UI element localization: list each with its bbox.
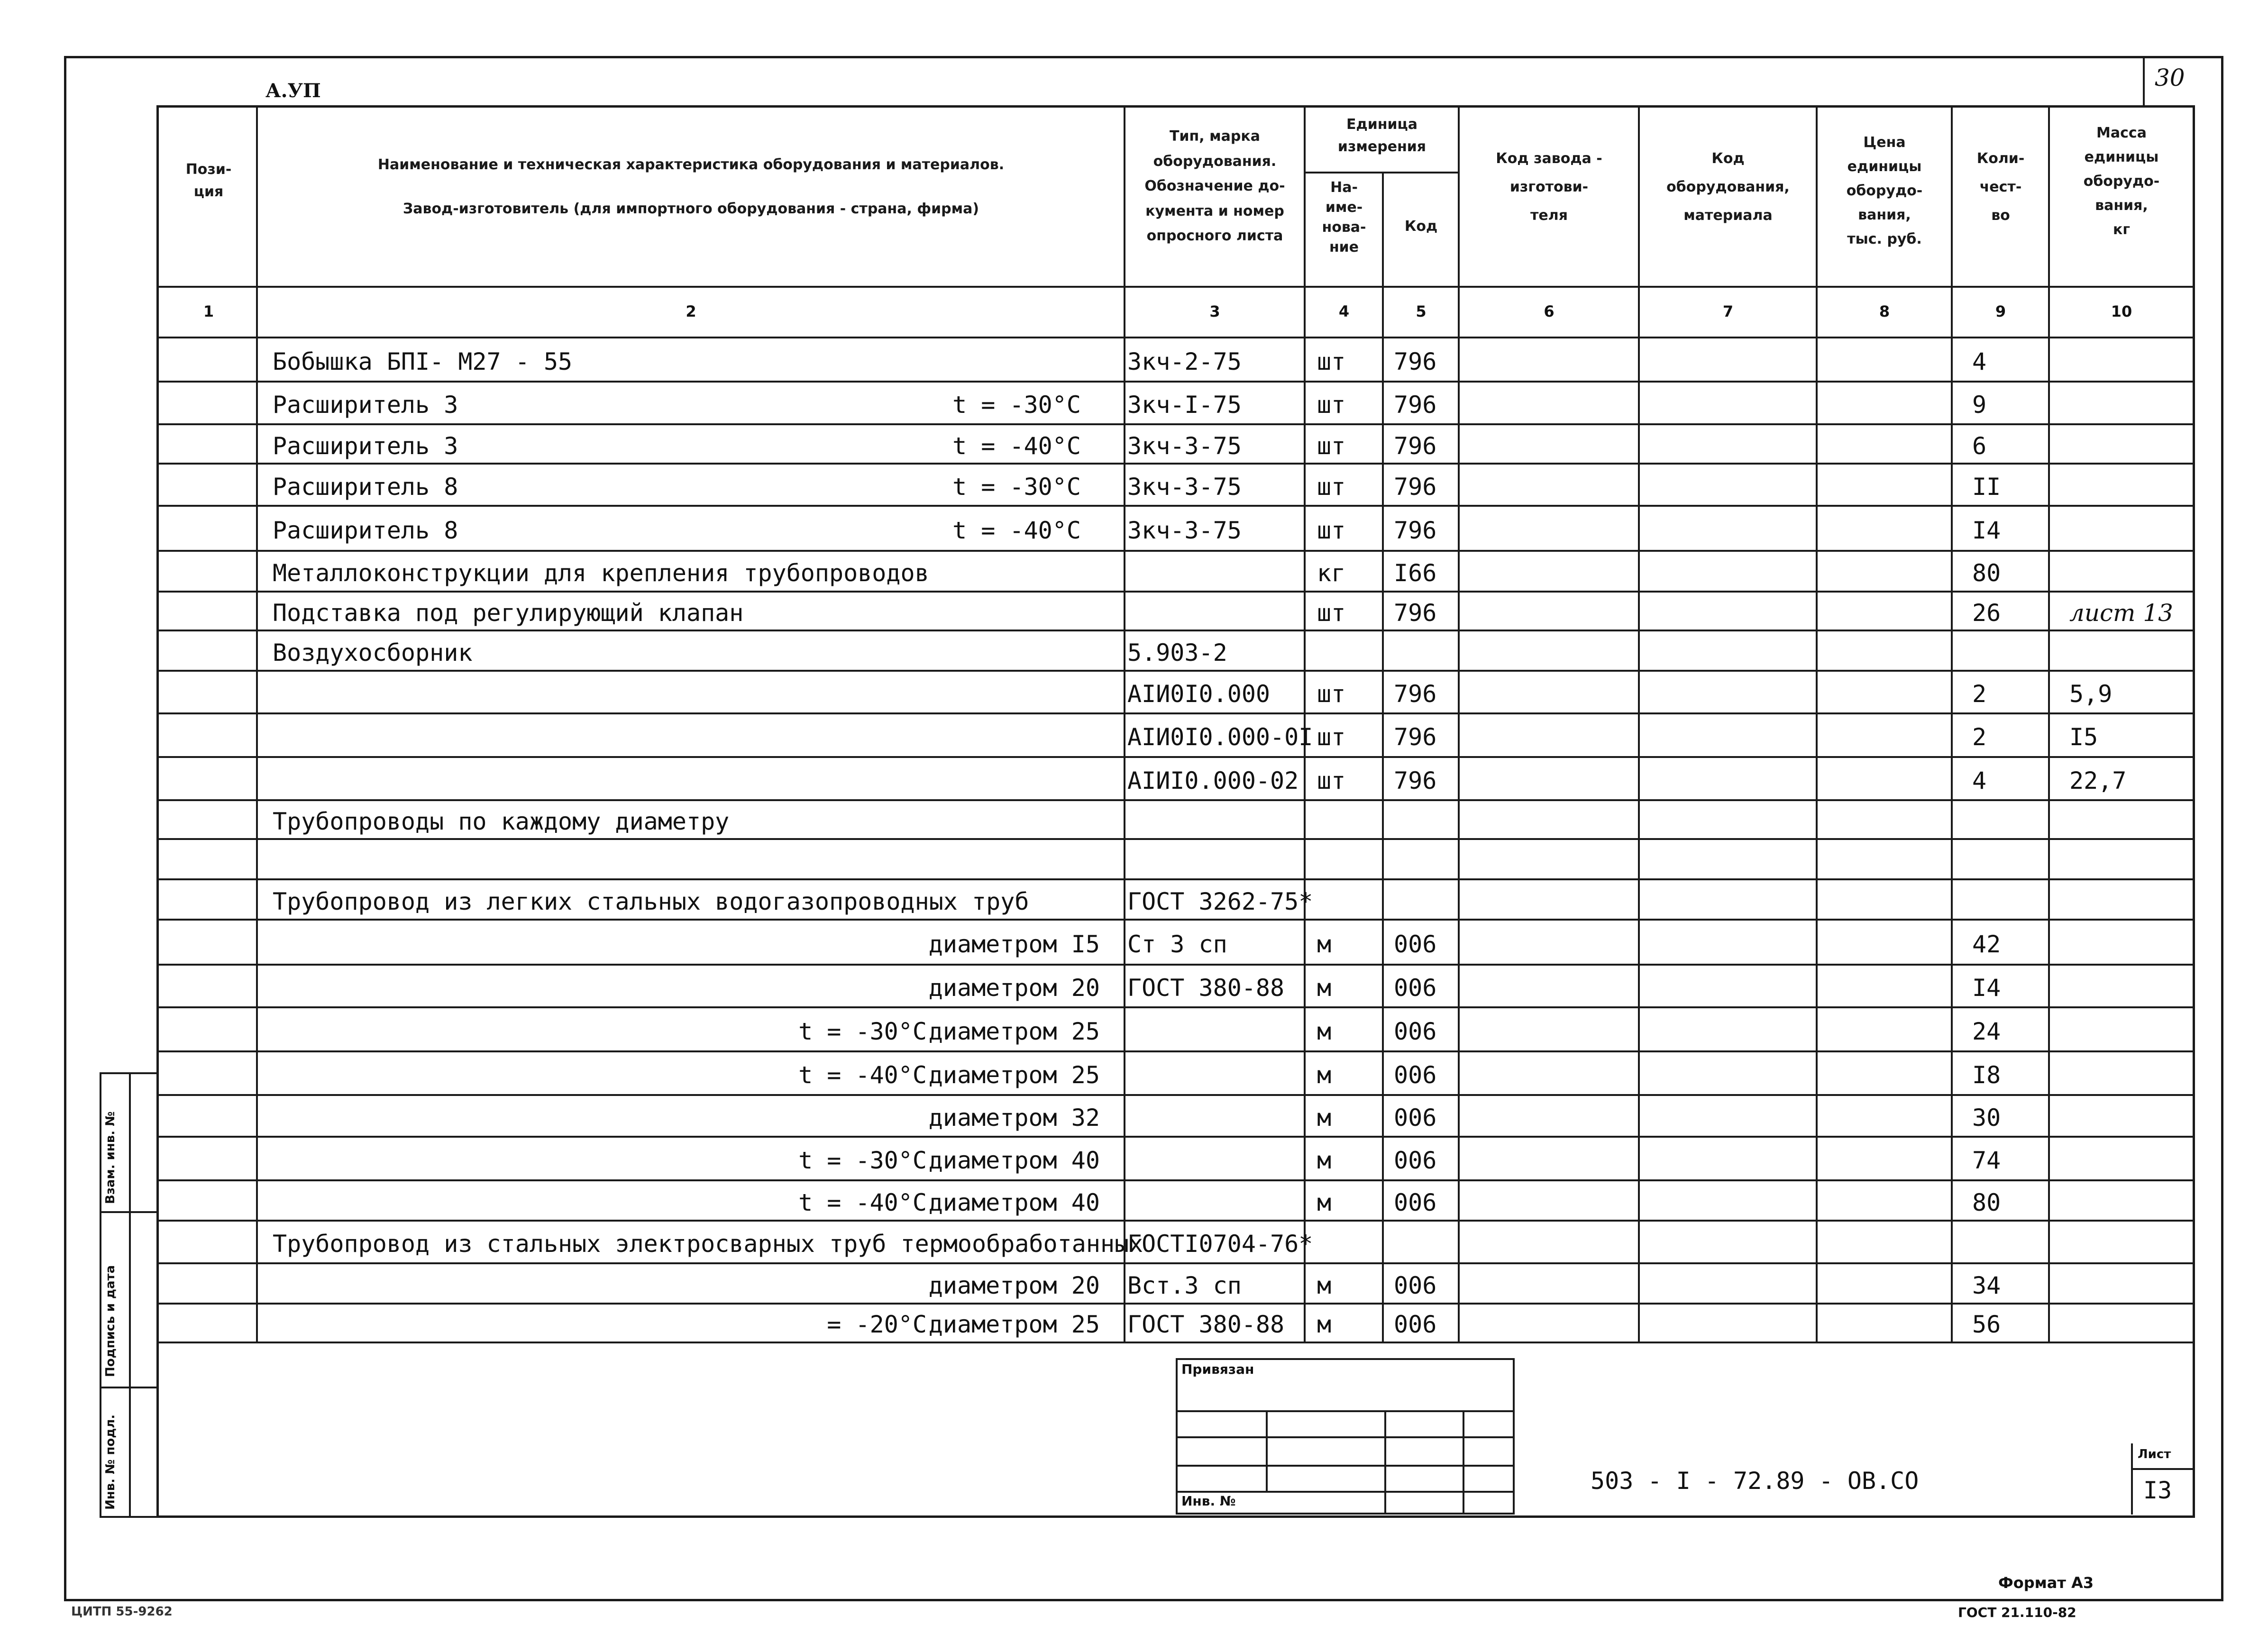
item-unit-code: 006	[1394, 1188, 1437, 1216]
row-divider	[156, 878, 2195, 880]
item-type: 3кч-3-75	[1127, 516, 1242, 544]
row-divider	[156, 838, 2195, 840]
item-unit-code: 796	[1394, 432, 1437, 460]
item-temperature: t = -40°C	[952, 432, 1081, 460]
print-mark: ЦИТП 55-9262	[71, 1605, 173, 1619]
item-unit-code: 006	[1394, 930, 1437, 958]
header-unit-code: Код	[1404, 218, 1438, 235]
item-quantity: 24	[1972, 1017, 2001, 1045]
sheet-number-box	[2131, 1443, 2193, 1515]
item-unit-name: кг	[1317, 559, 1346, 587]
item-quantity: 26	[1972, 599, 2001, 627]
item-temperature: t = -30°C	[952, 391, 1081, 419]
row-divider	[156, 381, 2195, 383]
col-divider	[1458, 105, 1460, 1342]
item-name: диаметром 32	[928, 1104, 1100, 1132]
item-unit-code: 796	[1394, 680, 1437, 708]
row-divider	[156, 799, 2195, 801]
colnum-9: 9	[1995, 302, 2006, 320]
item-type: ГОСТ 380-88	[1127, 974, 1285, 1002]
item-name: Трубопровод из стальных электросварных труб термообработанных	[273, 1230, 1143, 1258]
item-quantity: 74	[1972, 1147, 2001, 1174]
item-type: AIИI0.000-02	[1127, 767, 1299, 794]
row-divider	[156, 756, 2195, 758]
item-name: Воздухосборник	[273, 639, 473, 666]
item-mass: 22,7	[2069, 767, 2127, 794]
row-divider	[156, 1006, 2195, 1008]
item-quantity: 9	[1972, 391, 1987, 419]
item-name: диаметром I5	[928, 930, 1100, 958]
col-divider	[1816, 105, 1818, 1342]
item-quantity: 2	[1972, 680, 1987, 708]
item-name: диаметром 25	[928, 1017, 1100, 1045]
item-unit-code: 006	[1394, 1061, 1437, 1089]
item-unit-code: 006	[1394, 1311, 1437, 1338]
item-unit-name: шт	[1317, 680, 1346, 708]
item-unit-code: 796	[1394, 767, 1437, 794]
item-type: 3кч-2-75	[1127, 347, 1242, 375]
row-divider	[156, 1220, 2195, 1222]
row-divider	[156, 1179, 2195, 1181]
item-unit-code: 006	[1394, 1147, 1437, 1174]
gost-label: ГОСТ 21.110-82	[1958, 1605, 2076, 1620]
item-type: ГОСТ 380-88	[1127, 1311, 1285, 1338]
item-quantity: 4	[1972, 347, 1987, 375]
header-equip-code: Код оборудования, материала	[1666, 150, 1790, 224]
colnum-6: 6	[1544, 302, 1555, 320]
header-name-line2: Завод-изготовитель (для импортного оборудования - страна, фирма)	[402, 201, 979, 217]
header-factory-code: Код завода - изготови- теля	[1496, 150, 1602, 224]
header-name-line1: Наименование и техническая характеристика оборудования и материалов.	[377, 156, 1005, 173]
col-divider	[1638, 105, 1640, 1342]
item-type: 3кч-3-75	[1127, 473, 1242, 501]
header-position: Пози- ция	[185, 161, 232, 200]
item-mass: I5	[2069, 723, 2098, 751]
header-unit-name: На- име- нова- ние	[1322, 179, 1366, 256]
item-unit-code: 796	[1394, 347, 1437, 375]
colnum-5: 5	[1416, 302, 1427, 320]
row-divider	[156, 1262, 2195, 1264]
item-unit-name: м	[1317, 1104, 1332, 1132]
format-label: Формат А3	[1998, 1574, 2094, 1592]
item-type: 5.903-2	[1127, 639, 1227, 666]
item-unit-name: м	[1317, 1061, 1332, 1089]
item-unit-name: шт	[1317, 347, 1346, 375]
row-divider	[156, 1094, 2195, 1096]
item-unit-code: I66	[1394, 559, 1437, 587]
item-type: ГОСТI0704-76*	[1127, 1230, 1313, 1258]
item-name: Расширитель 3	[273, 432, 458, 460]
row-divider	[156, 630, 2195, 631]
item-mass: лист 13	[2069, 599, 2173, 627]
item-type: Вст.3 сп	[1127, 1271, 1242, 1299]
item-type: Ст 3 сп	[1127, 930, 1227, 958]
item-quantity: 56	[1972, 1311, 2001, 1338]
item-quantity: 80	[1972, 1188, 2001, 1216]
document-code: 503 - I - 72.89 - ОВ.СО	[1591, 1467, 1919, 1495]
item-unit-code: 796	[1394, 723, 1437, 751]
vzam-label: Взам. инв. №	[103, 1111, 118, 1204]
item-unit-name: шт	[1317, 599, 1346, 627]
podpis-label: Подпись и дата	[103, 1265, 118, 1377]
item-unit-code: 006	[1394, 974, 1437, 1002]
item-temperature: t = -40°C	[798, 1188, 927, 1216]
row-divider	[156, 463, 2195, 465]
item-quantity: 42	[1972, 930, 2001, 958]
item-unit-name: шт	[1317, 767, 1346, 794]
item-unit-name: м	[1317, 1147, 1332, 1174]
item-type: AIИ0I0.000	[1127, 680, 1271, 708]
item-unit-code: 796	[1394, 391, 1437, 419]
item-quantity: 80	[1972, 559, 2001, 587]
item-quantity: I4	[1972, 974, 2001, 1002]
header-bottom-line	[156, 286, 2195, 288]
row-divider	[156, 591, 2195, 593]
row-divider	[156, 1303, 2195, 1305]
item-name: Бобышка БПI- М27 - 55	[273, 347, 573, 375]
row-divider	[156, 964, 2195, 966]
item-name: диаметром 25	[928, 1061, 1100, 1089]
item-name: диаметром 20	[928, 1271, 1100, 1299]
item-temperature: t = -40°C	[952, 516, 1081, 544]
item-quantity: I4	[1972, 516, 2001, 544]
item-quantity: 34	[1972, 1271, 2001, 1299]
item-temperature: t = -30°C	[798, 1147, 927, 1174]
item-temperature: t = -30°C	[798, 1017, 927, 1045]
item-unit-code: 796	[1394, 473, 1437, 501]
colnum-7: 7	[1722, 302, 1734, 320]
item-mass: 5,9	[2069, 680, 2113, 708]
item-name: Расширитель 3	[273, 391, 458, 419]
sheet-code: А.УП	[265, 80, 321, 102]
item-name: Трубопроводы по каждому диаметру	[273, 808, 730, 835]
sheet-number: I3	[2143, 1477, 2172, 1504]
header-mass: Масса единицы оборудо- вания, кг	[2083, 125, 2160, 238]
header-unit-group: Единица измерения	[1337, 116, 1427, 155]
item-temperature: t = -30°C	[952, 473, 1081, 501]
item-quantity: II	[1972, 473, 2001, 501]
colnum-3: 3	[1209, 302, 1220, 320]
row-divider	[156, 712, 2195, 714]
item-unit-name: шт	[1317, 432, 1346, 460]
row-divider	[156, 919, 2195, 921]
row-divider	[156, 505, 2195, 507]
table-bottom-line	[156, 1342, 2195, 1343]
col-divider	[1951, 105, 1953, 1342]
header-type: Тип, марка оборудования. Обозначение до- кумента и номер опросного листа	[1144, 128, 1285, 244]
colnum-1: 1	[203, 302, 214, 320]
colnum-4: 4	[1338, 302, 1350, 320]
item-quantity: I8	[1972, 1061, 2001, 1089]
item-unit-name: шт	[1317, 516, 1346, 544]
item-unit-name: м	[1317, 1271, 1332, 1299]
item-unit-name: м	[1317, 974, 1332, 1002]
item-unit-name: м	[1317, 930, 1332, 958]
item-quantity: 4	[1972, 767, 1987, 794]
row-divider	[156, 1136, 2195, 1138]
row-divider	[156, 423, 2195, 425]
item-unit-code: 796	[1394, 599, 1437, 627]
item-type: ГОСТ 3262-75*	[1127, 887, 1313, 915]
item-name: диаметром 20	[928, 974, 1100, 1002]
header-price: Цена единицы оборудо- вания, тыс. руб.	[1846, 134, 1923, 247]
item-quantity: 2	[1972, 723, 1987, 751]
item-name: диаметром 40	[928, 1147, 1100, 1174]
item-unit-name: м	[1317, 1017, 1332, 1045]
item-name: Трубопровод из легких стальных водогазопроводных труб	[273, 887, 1029, 915]
item-unit-name: м	[1317, 1311, 1332, 1338]
colnum-bottom-line	[156, 337, 2195, 338]
item-quantity: 6	[1972, 432, 1987, 460]
item-unit-name: шт	[1317, 723, 1346, 751]
item-type: AIИ0I0.000-0I	[1127, 723, 1313, 751]
colnum-2: 2	[686, 302, 696, 320]
item-temperature: = -20°C	[827, 1311, 927, 1338]
row-divider	[156, 550, 2195, 552]
item-type: 3кч-3-75	[1127, 432, 1242, 460]
item-unit-name: шт	[1317, 473, 1346, 501]
privyazan-label: Привязан	[1181, 1361, 1254, 1377]
inv-no-label: Инв. №	[1181, 1493, 1236, 1509]
item-unit-code: 006	[1394, 1017, 1437, 1045]
item-name: диаметром 25	[928, 1311, 1100, 1338]
item-type: 3кч-I-75	[1127, 391, 1242, 419]
item-name: Подставка под регулирующий клапан	[273, 599, 744, 627]
col-divider	[2048, 105, 2050, 1342]
item-name: Расширитель 8	[273, 516, 458, 544]
row-divider	[156, 670, 2195, 672]
corner-box-line	[2143, 56, 2145, 105]
item-quantity: 30	[1972, 1104, 2001, 1132]
unit-split-line	[1304, 172, 1458, 173]
col-divider	[1124, 105, 1125, 1342]
item-unit-code: 006	[1394, 1104, 1437, 1132]
item-unit-name: шт	[1317, 391, 1346, 419]
corner-page-number: 30	[2155, 64, 2185, 91]
item-name: Расширитель 8	[273, 473, 458, 501]
colnum-8: 8	[1879, 302, 1890, 320]
col-divider	[256, 105, 258, 1342]
header-quantity: Коли- чест- во	[1976, 150, 2025, 224]
inv-podl-label: Инв. № подл.	[103, 1414, 118, 1510]
item-name: диаметром 40	[928, 1188, 1100, 1216]
row-divider	[156, 1050, 2195, 1052]
sheet-label: Лист	[2138, 1447, 2171, 1461]
item-unit-name: м	[1317, 1188, 1332, 1216]
colnum-10: 10	[2111, 302, 2132, 320]
item-unit-code: 796	[1394, 516, 1437, 544]
item-unit-code: 006	[1394, 1271, 1437, 1299]
item-name: Металлоконструкции для крепления трубопроводов	[273, 559, 929, 587]
item-temperature: t = -40°C	[798, 1061, 927, 1089]
